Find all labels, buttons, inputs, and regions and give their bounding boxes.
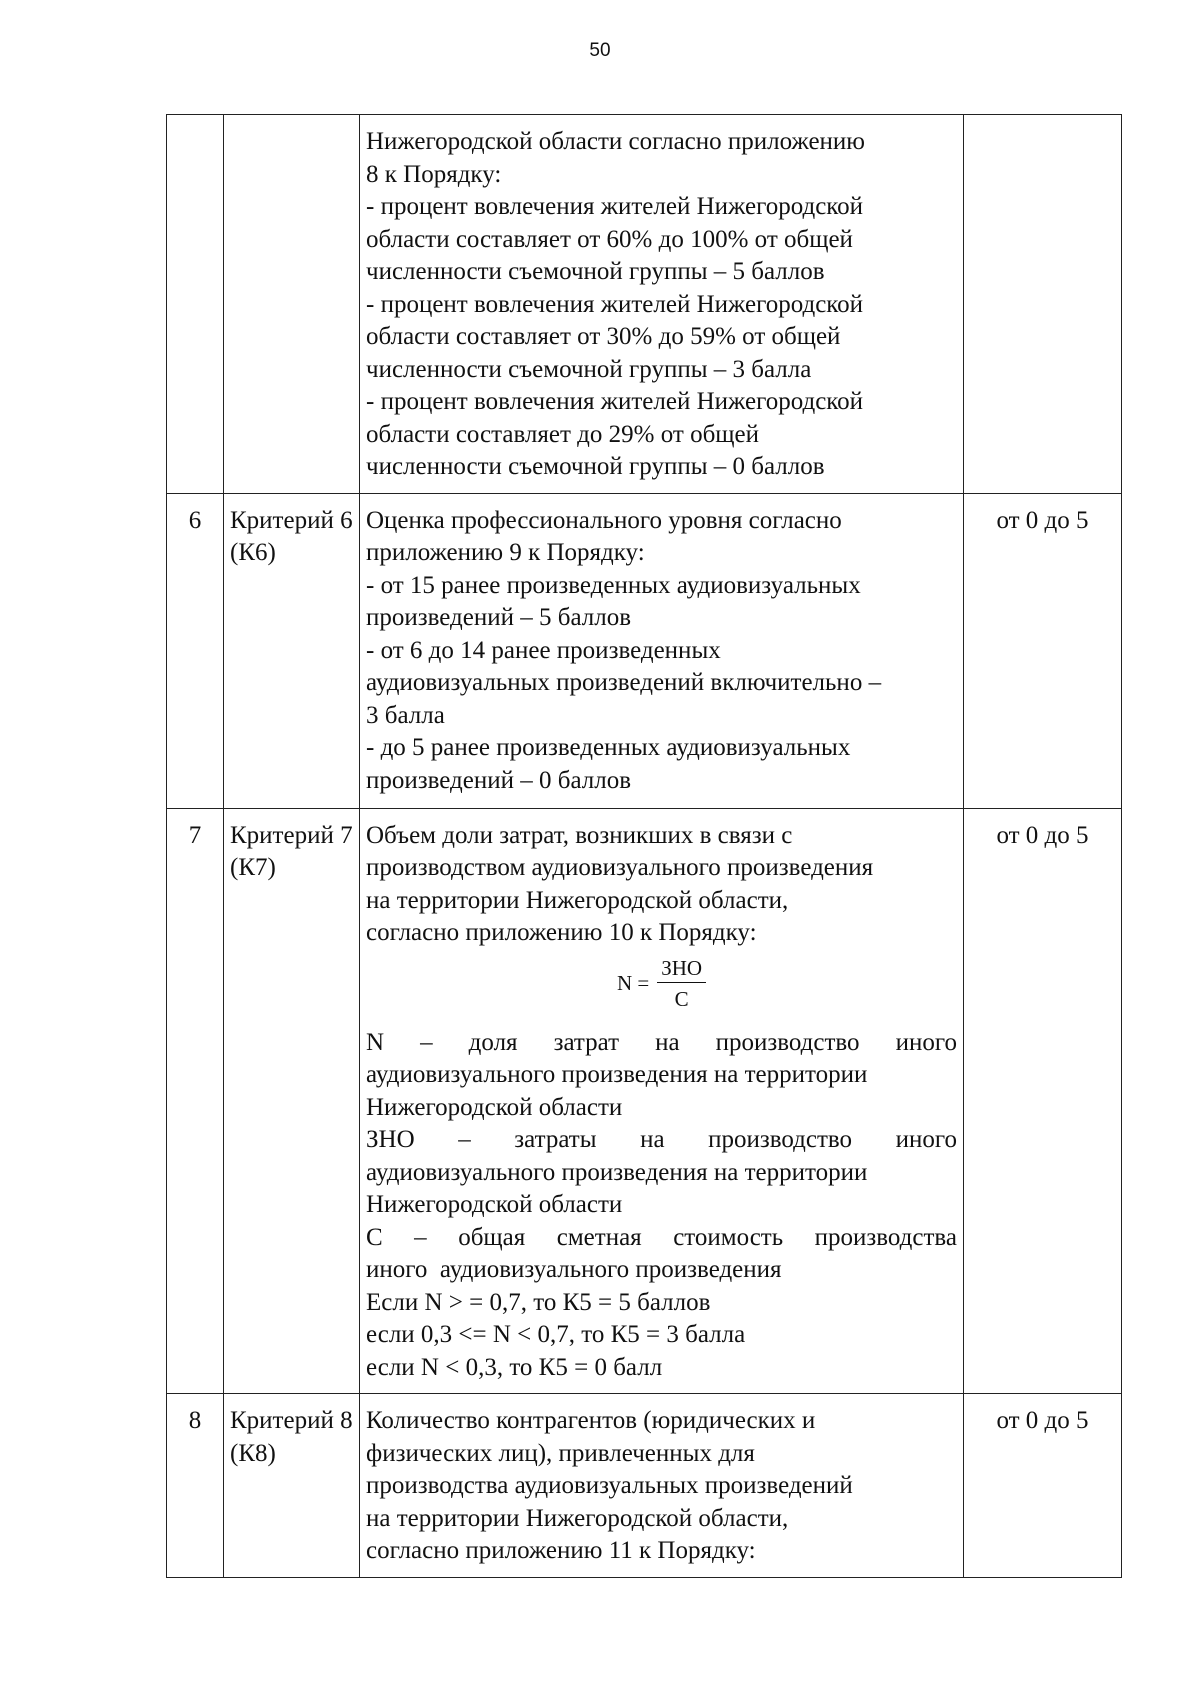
description-line: произведений – 0 баллов [366,766,632,794]
description-line: если N < 0,3, то К5 = 0 балл [366,1353,663,1381]
table-row [167,115,1122,494]
description-line: иного аудиовизуального произведения [366,1256,782,1283]
description-line: согласно приложению 10 к Порядку: [366,919,757,946]
description-line: С – общая сметная стоимость производства [366,1223,957,1251]
table-row [167,493,1122,808]
description-line: произведений – 5 баллов [366,604,632,631]
description-line: на территории Нижегородской области, [366,1504,789,1532]
description-line: согласно приложению 11 к Порядку: [366,1537,756,1564]
description-line: области составляет от 60% до 100% от общей [366,225,853,253]
formula-numerator: ЗНО [657,956,706,983]
description-line: - от 6 до 14 ранее произведенных [366,636,721,664]
description-line: численности съемочной группы – 0 баллов [366,453,825,480]
page-number: 50 [589,40,611,61]
criteria-table [166,114,1122,1578]
description-line: - процент вовлечения жителей Нижегородской [366,193,864,220]
description-line: численности съемочной группы – 5 баллов [366,258,825,285]
criterion-description [360,493,964,808]
description-line: аудиовизуальных произведений включительно – [366,669,882,696]
description-line: приложению 9 к Порядку: [366,539,645,566]
formula-denominator: С [674,986,689,1011]
formula-fraction [657,956,706,1011]
score-range: от 0 до 5 [964,808,1122,1394]
row-number: 6 [167,493,224,808]
description-line: Оценка профессионального уровня согласно [366,506,842,534]
description-line: области составляет от 30% до 59% от общей [366,323,841,350]
criterion-description [360,1394,964,1578]
description-line: производством аудиовизуального произведения [366,854,874,881]
description-line: области составляет до 29% от общей [366,420,760,448]
row-number [167,115,224,494]
criterion-name [224,115,360,494]
description-line: ЗНО – затраты на производство иного [366,1126,957,1153]
description-line: - до 5 ранее произведенных аудиовизуальных [366,734,851,761]
description-line: Нижегородской области [366,1191,623,1218]
description-line: - процент вовлечения жителей Нижегородской [366,388,864,415]
row-number: 7 [167,808,224,1394]
description-line: 3 балла [366,701,445,729]
criterion-description [360,115,964,494]
criterion-name: Критерий 8 (К8) [224,1394,360,1578]
criterion-description [360,808,964,1394]
criterion-name: Критерий 6 (К6) [224,493,360,808]
criterion-name: Критерий 7 (К7) [224,808,360,1394]
score-range: от 0 до 5 [964,1394,1122,1578]
formula [366,956,957,1011]
table-row [167,808,1122,1394]
description-line: на территории Нижегородской области, [366,886,789,914]
description-line: - процент вовлечения жителей Нижегородской [366,290,864,318]
description-line: физических лиц), привлеченных для [366,1439,755,1467]
description-line: Нижегородской области согласно приложению [366,128,865,155]
description-line: Нижегородской области [366,1093,623,1121]
description-line: Количество контрагентов (юридических и [366,1407,816,1434]
description-line: Объем доли затрат, возникших в связи с [366,821,793,849]
description-line: численности съемочной группы – 3 балла [366,355,812,383]
description-line: аудиовизуального произведения на территории [366,1061,868,1088]
row-number: 8 [167,1394,224,1578]
description-line: - от 15 ранее произведенных аудиовизуальных [366,571,861,599]
description-line: 8 к Порядку: [366,160,502,188]
formula-lhs: N = [616,971,650,995]
description-line: производства аудиовизуальных произведений [366,1472,853,1499]
description-line: N – доля затрат на производство иного [366,1028,957,1056]
score-range: от 0 до 5 [964,493,1122,808]
score-range [964,115,1122,494]
description-line: аудиовизуального произведения на территории [366,1158,868,1186]
description-line: если 0,3 <= N < 0,7, то К5 = 3 балла [366,1321,746,1348]
table-row [167,1394,1122,1578]
description-line: Если N > = 0,7, то К5 = 5 баллов [366,1288,711,1316]
